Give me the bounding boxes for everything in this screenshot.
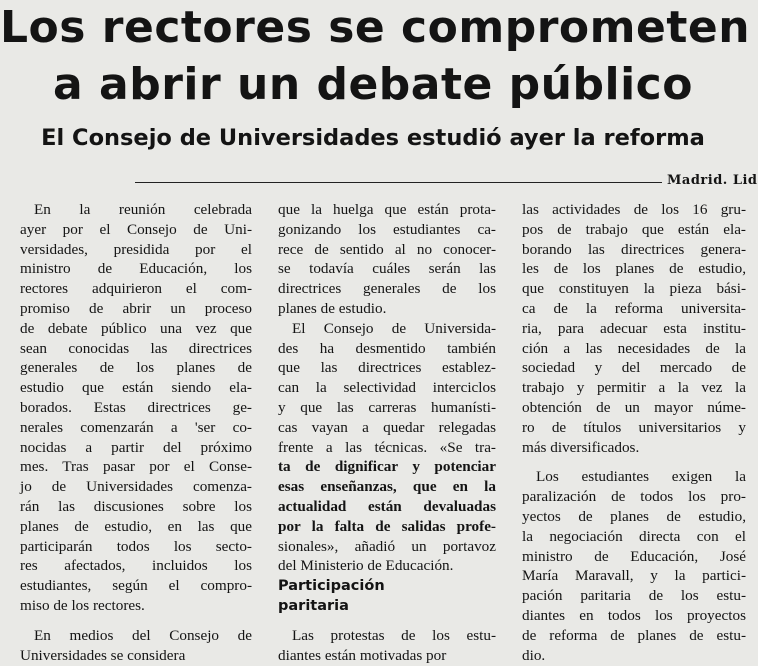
text-line: nocidas a partir del próximo	[20, 438, 252, 456]
text-line: borando las directrices genera-	[522, 240, 746, 258]
text-line: que las directrices establez-	[278, 359, 496, 377]
text-line: cas vayan a quedar relegadas	[278, 418, 496, 436]
text-line: de reforma de planes de estu-	[522, 626, 746, 644]
text-line: ria, para adecuar esta institu-	[522, 319, 746, 337]
text-line: planes de estudio.	[278, 299, 387, 317]
text-line: directrices generales de los	[278, 280, 496, 298]
text-line: ca de la reforma universita-	[522, 299, 746, 317]
text-line: promiso de abrir un proceso	[20, 299, 252, 317]
text-line: borados. Estas directrices ge-	[20, 398, 252, 416]
text-line: mes. Tras pasar por el Conse-	[20, 458, 252, 476]
article-column-1	[20, 200, 252, 665]
paragraph-gap	[278, 616, 496, 626]
text-line: Las protestas de los estu-	[292, 627, 496, 645]
article-column-3	[522, 200, 746, 665]
text-line: sociedad y del mercado de	[522, 359, 746, 377]
text-line: estudio que están siendo ela-	[20, 379, 252, 397]
text-line: actualidad están devaluadas	[278, 497, 496, 515]
text-line: ro de títulos universitarios y	[522, 418, 746, 436]
text-line: jo de Universidades comenza-	[20, 478, 252, 496]
text-line: la negociación directa con el	[522, 527, 746, 545]
text-line: ministro de Educación, José	[522, 547, 746, 565]
text-line: María Maravall, y la partici-	[522, 567, 746, 585]
article-column-2	[278, 200, 496, 666]
separator-rule	[135, 182, 662, 183]
text-line: pos de trabajo que están ela-	[522, 220, 746, 238]
text-line: trabajo y permitir a la vez la	[522, 379, 746, 397]
text-line: diantes en todos los proyectos	[522, 606, 746, 624]
text-line: Los estudiantes exigen la	[536, 468, 746, 486]
subheadline: El Consejo de Universidades estudió ayer la reforma	[41, 125, 705, 151]
text-line: generales de los planes de	[20, 359, 252, 377]
text-line: de debate público una vez que	[20, 319, 252, 337]
text-line: paralización de todos los pro-	[522, 488, 746, 506]
text-line: ministro de Educación, los	[20, 260, 252, 278]
text-line: obtención de un mayor núme-	[522, 398, 746, 416]
text-line: can la selectividad interciclos	[278, 379, 496, 397]
text-line: miso de los rectores.	[20, 596, 145, 614]
text-line: las actividades de los 16 gru-	[522, 201, 746, 218]
text-line: frente a las técnicas. «Se tra-	[278, 438, 496, 456]
text-line: versidades, presidida por el	[20, 240, 252, 258]
text-line: gonizando los estudiantes ca-	[278, 220, 496, 238]
text-line: esas enseñanzas, que en la	[278, 478, 496, 496]
text-line: res afectados, incluidos los	[20, 557, 252, 575]
text-line: sean conocidas las directrices	[20, 339, 252, 357]
text-line: En la reunión celebrada	[34, 201, 252, 218]
text-line: estudiantes, según el compro-	[20, 577, 252, 595]
text-line: En medios del Consejo de	[34, 626, 252, 644]
section-subtitle: paritaria	[278, 598, 349, 615]
text-line: El Consejo de Universida-	[292, 319, 496, 337]
text-line: participarán todos los secto-	[20, 537, 252, 555]
text-line: rece de sentido al no conocer-	[278, 240, 496, 258]
text-line: se todavía cuáles serán las	[278, 260, 496, 278]
text-line: por la falta de salidas profe-	[278, 517, 496, 535]
paragraph-gap	[20, 616, 252, 626]
headline-line-1: Los rectores se comprometen	[0, 2, 751, 53]
text-line: ción a las necesidades de la	[522, 339, 746, 357]
text-line: planes de estudio, en las que	[20, 517, 252, 535]
text-line: ayer por el Consejo de Uni-	[20, 220, 252, 238]
text-line: que constituyen la pieza bási-	[522, 280, 746, 298]
text-line: y que las carreras humanísti-	[278, 398, 496, 416]
text-line: des ha desmentido también	[278, 339, 496, 357]
text-line: dio.	[522, 646, 546, 664]
text-line: yectos de planes de estudio,	[522, 507, 746, 525]
text-line: les de los planes de estudio,	[522, 260, 746, 278]
text-line: ta de dignificar y potenciar	[278, 458, 496, 476]
text-line: más diversificados.	[522, 438, 640, 456]
text-line: nerales comenzarán a 'ser co-	[20, 418, 252, 436]
paragraph-gap	[522, 457, 746, 467]
text-line: rán las discusiones sobre los	[20, 497, 252, 515]
text-line: rectores adquirieron el com-	[20, 280, 252, 298]
text-line: Universidades se considera	[20, 646, 186, 664]
text-line: diantes están motivadas por	[278, 646, 447, 664]
headline-line-2: a abrir un debate público	[53, 59, 693, 110]
text-line: pación paritaria de los estu-	[522, 587, 746, 605]
dateline: Madrid. Lid	[667, 173, 758, 188]
section-subtitle: Participación	[278, 578, 385, 595]
text-line: sionales», añadió un portavoz	[278, 537, 496, 555]
text-line: del Ministerio de Educación.	[278, 557, 454, 575]
text-line: que la huelga que están prota-	[278, 201, 496, 218]
